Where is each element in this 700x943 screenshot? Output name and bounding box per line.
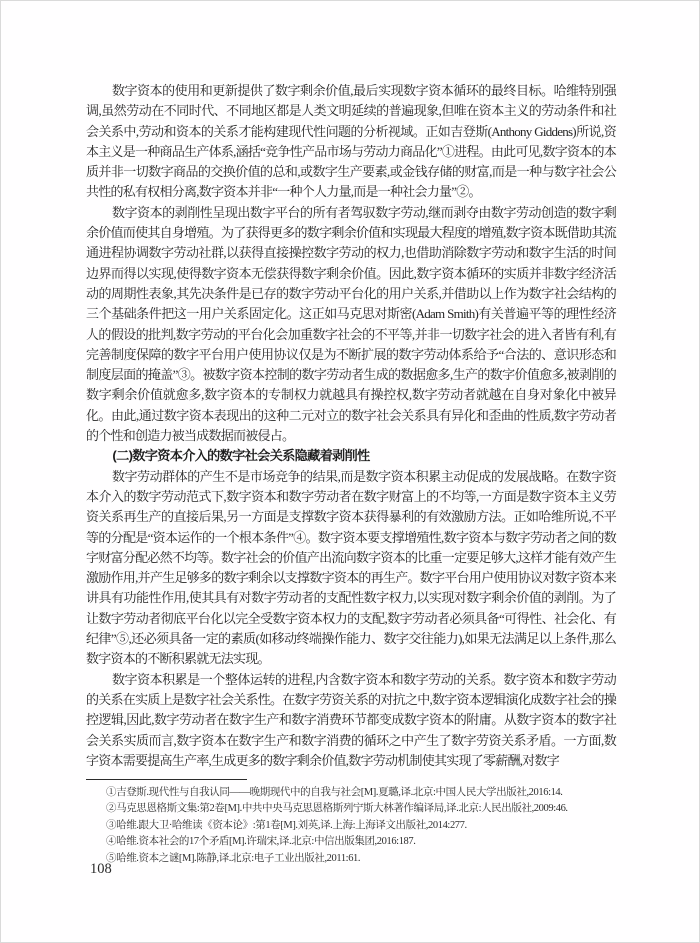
footnote-separator-rule	[86, 779, 247, 780]
footnote-2: ②马克思恩格斯文集:第2卷[M].中共中央马克思恩格斯列宁斯大林著作编译局,译.北京:人民出版社,2009:46.	[106, 803, 568, 815]
footnote-3: ③哈维.跟大卫·哈维读《资本论》:第1卷[M].刘英,译.上海:上海译文出版社,2014:277.	[106, 819, 467, 831]
body-paragraph-2: 数字资本的剥削性呈现出数字平台的所有者驾驭数字劳动,继而剥夺由数字劳动创造的数字剩余价值而使其自身增殖。为了获得更多的数字剩余价值和实现最大程度的增殖,数字资本既借助其流通进程协调数字劳动社群,以获得直接操控数字劳动的权力,也借助消除数字劳动和数字生活的时间边界而得以实现,使得数字资本无偿获得数字剩余价值。因此,数字资本循环的实质并非数字经济活动的周期性表象,其先决条件是已存的数字劳动平台化的用户关系,并借助以上作为数字社会结构的三个基础条件把这一用户关系固定化。这正如马克思对斯密(Adam Smith)有关普遍平等的理性经济人的假设的批判,数字劳动的平台化会加重数字社会的不平等,并非一切数字社会的进入者皆有利,有完善制度保障的数字平台用户使用协议仅是为不断扩展的数字劳动体系给予“合法的、意识形态和制度层面的掩盖”③。被数字资本控制的数字劳动者生成的数据愈多,生产的数字价值愈多,被剥削的数字剩余价值就愈多,数字资本的专制权力就越具有操控权,数字劳动者就越在自身对象化中被异化。由此,通过数字资本表现出的这种二元对立的数字社会关系具有异化和歪曲的性质,数字劳动者的个性和创造力被当成数据而被侵占。	[86, 204, 616, 444]
footnote-4: ④哈维.资本社会的17个矛盾[M].许瑞宋,译.北京:中信出版集团,2016:187.	[106, 836, 416, 848]
footnote-1: ①吉登斯.现代性与自我认同——晚期现代中的自我与社会[M].夏璐,译.北京:中国人民大学出版社,2016:14.	[106, 787, 563, 798]
body-paragraph-1: 数字资本的使用和更新提供了数字剩余价值,最后实现数字资本循环的最终目标。哈维特别强调,虽然劳动在不同时代、不同地区都是人类文明延续的普遍现象,但唯在资本主义的劳动条件和社会关系中,劳动和资本的关系才能构建现代性问题的分析视域。正如吉登斯(Anthony Giddens)所说,资本主义是一种商品生产体系,涵括“竞争性产品市场与劳动力商品化”①进程。由此可见,数字资本的本质并非一切数字商品的交换价值的总和,或数字生产要素,或金钱存储的财富,而是一种与数字社会公共性的私有权相分离,数字资本并非“一种个人力量,而是一种社会力量”②。	[86, 83, 616, 200]
footnote-section	[86, 779, 616, 867]
page-number: 108	[90, 861, 112, 877]
page-body-text	[86, 81, 616, 771]
footnote-5: ⑤哈维.资本之谜[M].陈静,译.北京:电子工业出版社,2011:61.	[106, 852, 361, 864]
body-paragraph-4: 数字资本积累是一个整体运转的进程,内含数字资本和数字劳动的关系。数字资本和数字劳动的关系在实质上是数字社会关系性。在数字劳资关系的对抗之中,数字资本逻辑演化成数字社会的操控逻辑,因此,数字劳动者在数字生产和数字消费环节都变成数字资本的附庸。从数字资本的数字社会关系实质而言,数字资本在数字生产和数字消费的循环之中产生了数字劳资关系矛盾。一方面,数字资本需要提高生产率,生成更多的数字剩余价值,数字劳动机制使其实现了零薪酬,对数字	[86, 671, 616, 768]
body-paragraph-3: 数字劳动群体的产生不是市场竞争的结果,而是数字资本积累主动促成的发展战略。在数字资本介入的数字劳动范式下,数字资本和数字劳动者在数字财富上的不均等,一方面是数字资本主义劳资关系再生产的直接后果,另一方面是支撑数字资本获得暴利的有效激励方法。正如哈维所说,不平等的分配是“资本运作的一个根本条件”④。数字资本要支撑增殖性,数字资本与数字劳动者之间的数字财富分配必然不均等。数字社会的价值产出流向数字资本的比重一定要足够大,这样才能有效产生激励作用,并产生足够多的数字剩余以支撑数字资本的再生产。数字平台用户使用协议对数字资本来讲具有功能性作用,使其具有对数字劳动者的支配性数字权力,以实现对数字剩余价值的剥削。为了让数字劳动者彻底平台化以完全受数字资本权力的支配,数字劳动者必须具备“可得性、社会化、有纪律”⑤,还必须具备一定的素质(如移动终端操作能力、数字交往能力),如果无法满足以上条件,那么数字资本的不断积累就无法实现。	[86, 468, 616, 667]
section-heading: (二)数字资本介入的数字社会关系隐藏着剥削性	[112, 448, 370, 464]
